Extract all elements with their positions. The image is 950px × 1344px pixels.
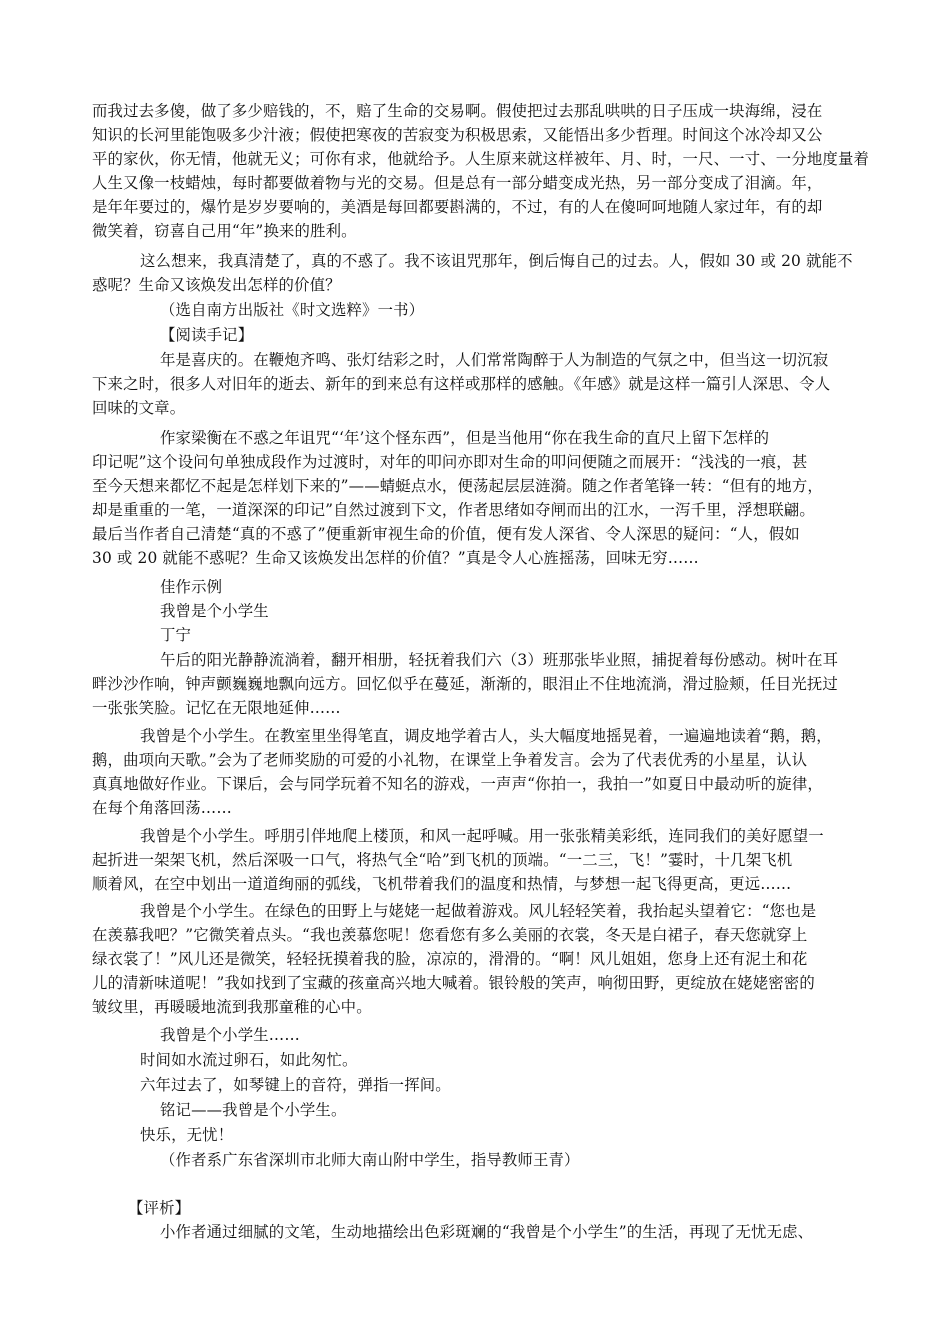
sample-line: 我曾是个小学生。呼朋引伴地爬上楼顶，和风一起呼喊。用一张张精美彩纸，连同我们的美好愿望一	[140, 827, 824, 845]
reading-notes-line: 30 或 20 就能不惑呢？生命又该焕发出怎样的价值？”真是令人心旌摇荡，回味无穷……	[92, 549, 699, 567]
sample-line: 午后的阳光静静流淌着，翻开相册，轻抚着我们六（3）班那张毕业照，捕捉着每份感动。树叶在耳	[160, 651, 839, 669]
reading-notes-line: 至今天想来都忆不起是怎样划下来的”——蜻蜓点水，便荡起层层涟漪。随之作者笔锋一转：“但有的地方，	[92, 477, 823, 495]
essay-line: 微笑着，窃喜自己用“年”换来的胜利。	[92, 222, 357, 240]
sample-line: 绿衣裳了！”风儿还是微笑，轻轻抚摸着我的脸，凉凉的，滑滑的。“啊！风儿姐姐，您身上还有泥土和花	[92, 950, 808, 968]
sample-line: 我曾是个小学生。在教室里坐得笔直，调皮地学着古人，头大幅度地摇晃着，一遍遍地读着“鹅，鹅，	[140, 727, 832, 745]
sample-author: 丁宁	[160, 626, 192, 644]
reading-notes-line: 却是重重的一笔，一道深深的印记”自然过渡到下文，作者思绪如夺闸而出的江水，一泻千里，浮想联翩。	[92, 501, 815, 519]
author-note: （作者系广东省深圳市北师大南山附中学生，指导教师王青）	[160, 1151, 580, 1169]
essay-line: 而我过去多傻，做了多少赔钱的，不，赔了生命的交易啊。假使把过去那乱哄哄的日子压成一块海绵，浸在	[92, 102, 823, 120]
sample-line: 儿的清新味道呢！”我如找到了宝藏的孩童高兴地大喊着。银铃般的笑声，响彻田野，更绽放在姥姥密密的	[92, 974, 815, 992]
sample-line: 一张张笑脸。记忆在无限地延伸……	[92, 699, 341, 717]
sample-line: 起折进一架架飞机，然后深吸一口气，将热气全“哈”到飞机的顶端。“一二三，飞！”霎时，十几架飞机	[92, 851, 793, 869]
reading-notes-line: 作家梁衡在不惑之年诅咒“‘年’这个怪东西”，但是当他用“你在我生命的直尺上留下怎样的	[160, 429, 770, 447]
sample-line: 畔沙沙作响，钟声颤巍巍地飘向远方。回忆似乎在蔓延，渐渐的，眼泪止不住地流淌，滑过脸颊，任目光抚过	[92, 675, 838, 693]
commentary-text: 小作者通过细腻的文笔，生动地描绘出色彩斑斓的“我曾是个小学生”的生活，再现了无忧无虑、	[160, 1223, 814, 1241]
commentary-heading: 【评析】	[128, 1199, 191, 1217]
sample-line: 在每个角落回荡……	[92, 799, 232, 817]
closing-line: 六年过去了，如琴键上的音符，弹指一挥间。	[140, 1076, 451, 1094]
essay-line: 人生又像一枝蜡烛，每时都要做着物与光的交易。但是总有一部分蜡变成光热，另一部分变成了泪滴。年，	[92, 174, 823, 192]
essay-line: 这么想来，我真清楚了，真的不惑了。我不该诅咒那年，倒后悔自己的过去。人，假如 30 或 20 就能不	[140, 252, 853, 270]
reading-notes-line: 回味的文章。	[92, 399, 186, 417]
closing-line: 铭记——我曾是个小学生。	[160, 1101, 347, 1119]
essay-line: 惑呢？生命又该焕发出怎样的价值？	[92, 276, 341, 294]
reading-notes-line: 下来之时，很多人对旧年的逝去、新年的到来总有这样或那样的感触。《年感》就是这样一篇引人深思、令人	[92, 375, 831, 393]
sample-line: 鹅，曲项向天歌。”会为了老师奖励的可爱的小礼物，在课堂上争着发言。会为了代表优秀的小星星，认认	[92, 751, 808, 769]
closing-line: 我曾是个小学生……	[160, 1026, 300, 1044]
essay-line: 知识的长河里能饱吸多少汁液；假使把寒夜的苦寂变为积极思索，又能悟出多少哲理。时间这个冰冷却又公	[92, 126, 823, 144]
sample-line: 顺着风，在空中划出一道道绚丽的弧线，飞机带着我们的温度和热情，与梦想一起飞得更高，更远……	[92, 875, 792, 893]
reading-notes-line: 印记呢”这个设问句单独成段作为过渡时，对年的叩问亦即对生命的叩问便随之而展开：“浅浅的一痕，甚	[92, 453, 808, 471]
closing-line: 时间如水流过卵石，如此匆忙。	[140, 1051, 358, 1069]
essay-line: 平的家伙，你无情，他就无义；可你有求，他就给予。人生原来就这样被年、月、时，一尺、一寸、一分地度量着	[92, 150, 870, 168]
closing-line: 快乐，无忧！	[140, 1126, 234, 1144]
sample-line: 我曾是个小学生。在绿色的田野上与姥姥一起做着游戏。风儿轻轻笑着，我抬起头望着它：“您也是	[140, 902, 817, 920]
reading-notes-heading: 【阅读手记】	[160, 326, 254, 344]
essay-line: 是年年要过的，爆竹是岁岁要响的，美酒是每回都要斟满的，不过，有的人在傻呵呵地随人家过年，有的却	[92, 198, 823, 216]
sample-line: 真真地做好作业。下课后，会与同学玩着不知名的游戏，一声声“你拍一，我拍一”如夏日中最动听的旋律，	[92, 775, 823, 793]
sample-label: 佳作示例	[160, 578, 223, 596]
sample-line: 皱纹里，再暖暖地流到我那童稚的心中。	[92, 998, 372, 1016]
reading-notes-line: 最后当作者自己清楚“真的不惑了”便重新审视生命的价值，便有发人深省、令人深思的疑问：“人，假如	[92, 525, 800, 543]
sample-title: 我曾是个小学生	[160, 602, 269, 620]
sample-line: 在羡慕我吧？”它微笑着点头。“我也羡慕您呢！您看您有多么美丽的衣裳，冬天是白裙子，春天您就穿上	[92, 926, 808, 944]
reading-notes-line: 年是喜庆的。在鞭炮齐鸣、张灯结彩之时，人们常常陶醉于人为制造的气氛之中，但当这一切沉寂	[160, 351, 829, 369]
source-note: （选自南方出版社《时文选粹》一书）	[160, 301, 425, 319]
